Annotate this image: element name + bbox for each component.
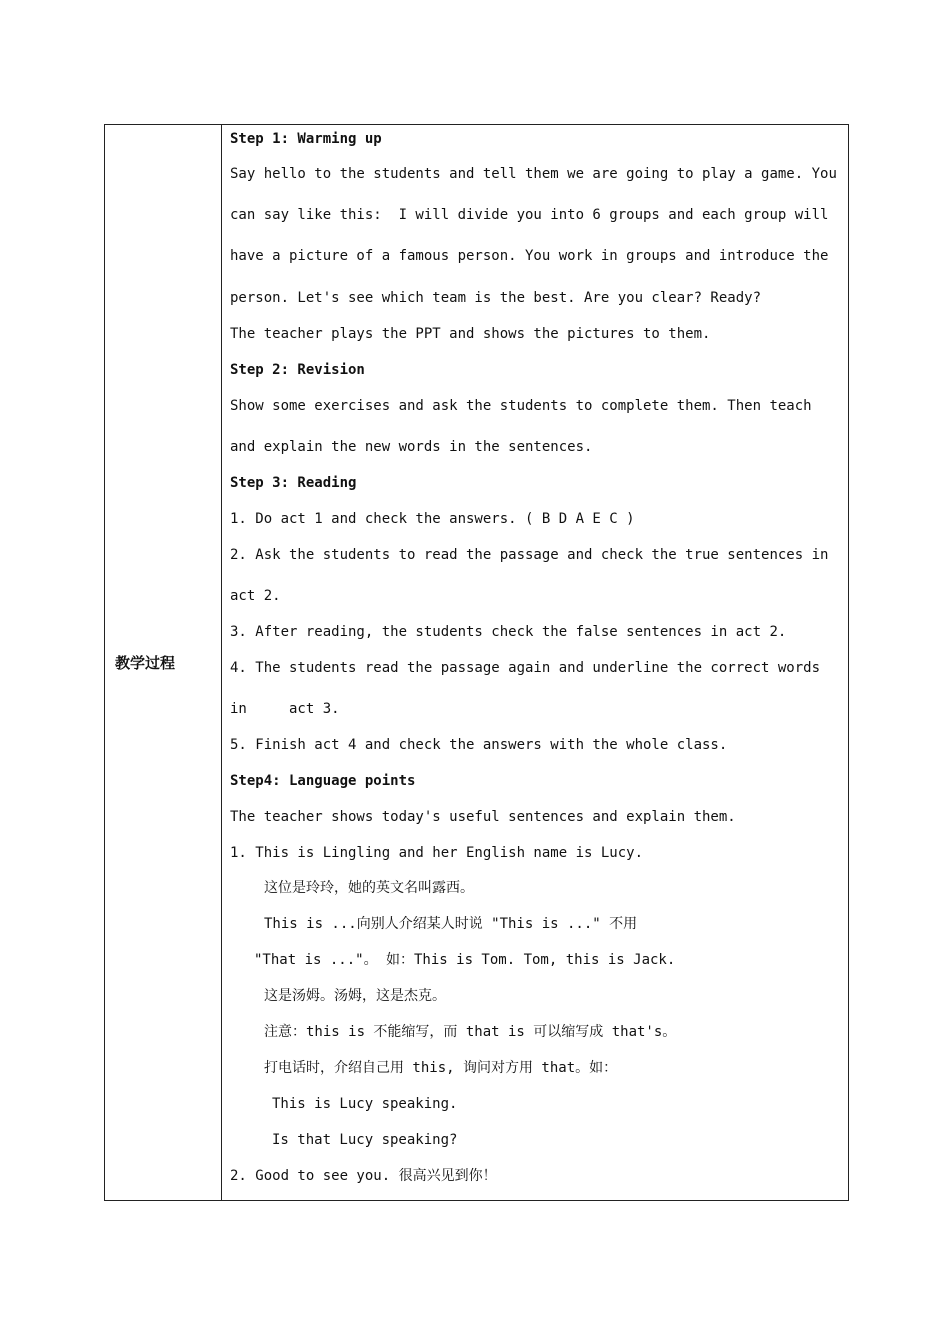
list-item: 1. Do act 1 and check the answers. ( B D A E C ) bbox=[230, 511, 635, 527]
step3-heading: Step 3: Reading bbox=[230, 475, 357, 491]
list-item-cont: act 2. bbox=[230, 588, 281, 604]
content-cell bbox=[222, 125, 849, 1201]
list-item: 2. Ask the students to read the passage and check the true sentences in bbox=[230, 547, 829, 563]
note-line: 打电话时，介绍自己用 this, 询问对方用 that。如： bbox=[264, 1060, 618, 1076]
example-sentence: 1. This is Lingling and her English name is Lucy. bbox=[230, 845, 644, 861]
translation-line: 这是汤姆。汤姆，这是杰克。 bbox=[264, 988, 446, 1004]
paragraph-line: Say hello to the students and tell them we are going to play a game. You bbox=[230, 166, 837, 182]
table-row bbox=[105, 125, 849, 1201]
paragraph-line: person. Let's see which team is the best. Are you clear? Ready? bbox=[230, 290, 762, 306]
list-item: 4. The students read the passage again and underline the correct words bbox=[230, 660, 821, 676]
example-sentence: 2. Good to see you. 很高兴见到你！ bbox=[230, 1168, 497, 1184]
step4-heading: Step4: Language points bbox=[230, 773, 416, 789]
teaching-steps bbox=[222, 125, 848, 1200]
paragraph-line: The teacher plays the PPT and shows the pictures to them. bbox=[230, 326, 711, 342]
translation-line: 这位是玲玲，她的英文名叫露西。 bbox=[264, 880, 474, 896]
note-line: "That is ..."。 如：This is Tom. Tom, this is Jack. bbox=[254, 952, 676, 968]
list-item-cont: in act 3. bbox=[230, 701, 340, 717]
step1-heading: Step 1: Warming up bbox=[230, 131, 382, 147]
list-item: 3. After reading, the students check the false sentences in act 2. bbox=[230, 624, 787, 640]
paragraph-line: The teacher shows today's useful sentences and explain them. bbox=[230, 809, 736, 825]
paragraph-line: Show some exercises and ask the students to complete them. Then teach bbox=[230, 398, 812, 414]
paragraph-line: can say like this: I will divide you into 6 groups and each group will bbox=[230, 207, 829, 223]
example-line: Is that Lucy speaking? bbox=[272, 1132, 458, 1148]
label-cell bbox=[105, 125, 222, 1201]
note-line: This is ...向别人介绍某人时说 "This is ..." 不用 bbox=[264, 916, 638, 932]
example-line: This is Lucy speaking. bbox=[272, 1096, 458, 1112]
list-item: 5. Finish act 4 and check the answers with the whole class. bbox=[230, 737, 728, 753]
step2-heading: Step 2: Revision bbox=[230, 362, 365, 378]
lesson-plan-table bbox=[104, 124, 849, 1201]
note-line: 注意：this is 不能缩写，而 that is 可以缩写成 that's。 bbox=[264, 1024, 677, 1040]
paragraph-line: have a picture of a famous person. You work in groups and introduce the bbox=[230, 248, 829, 264]
section-label: 教学过程 bbox=[115, 654, 176, 672]
paragraph-line: and explain the new words in the sentences. bbox=[230, 439, 593, 455]
